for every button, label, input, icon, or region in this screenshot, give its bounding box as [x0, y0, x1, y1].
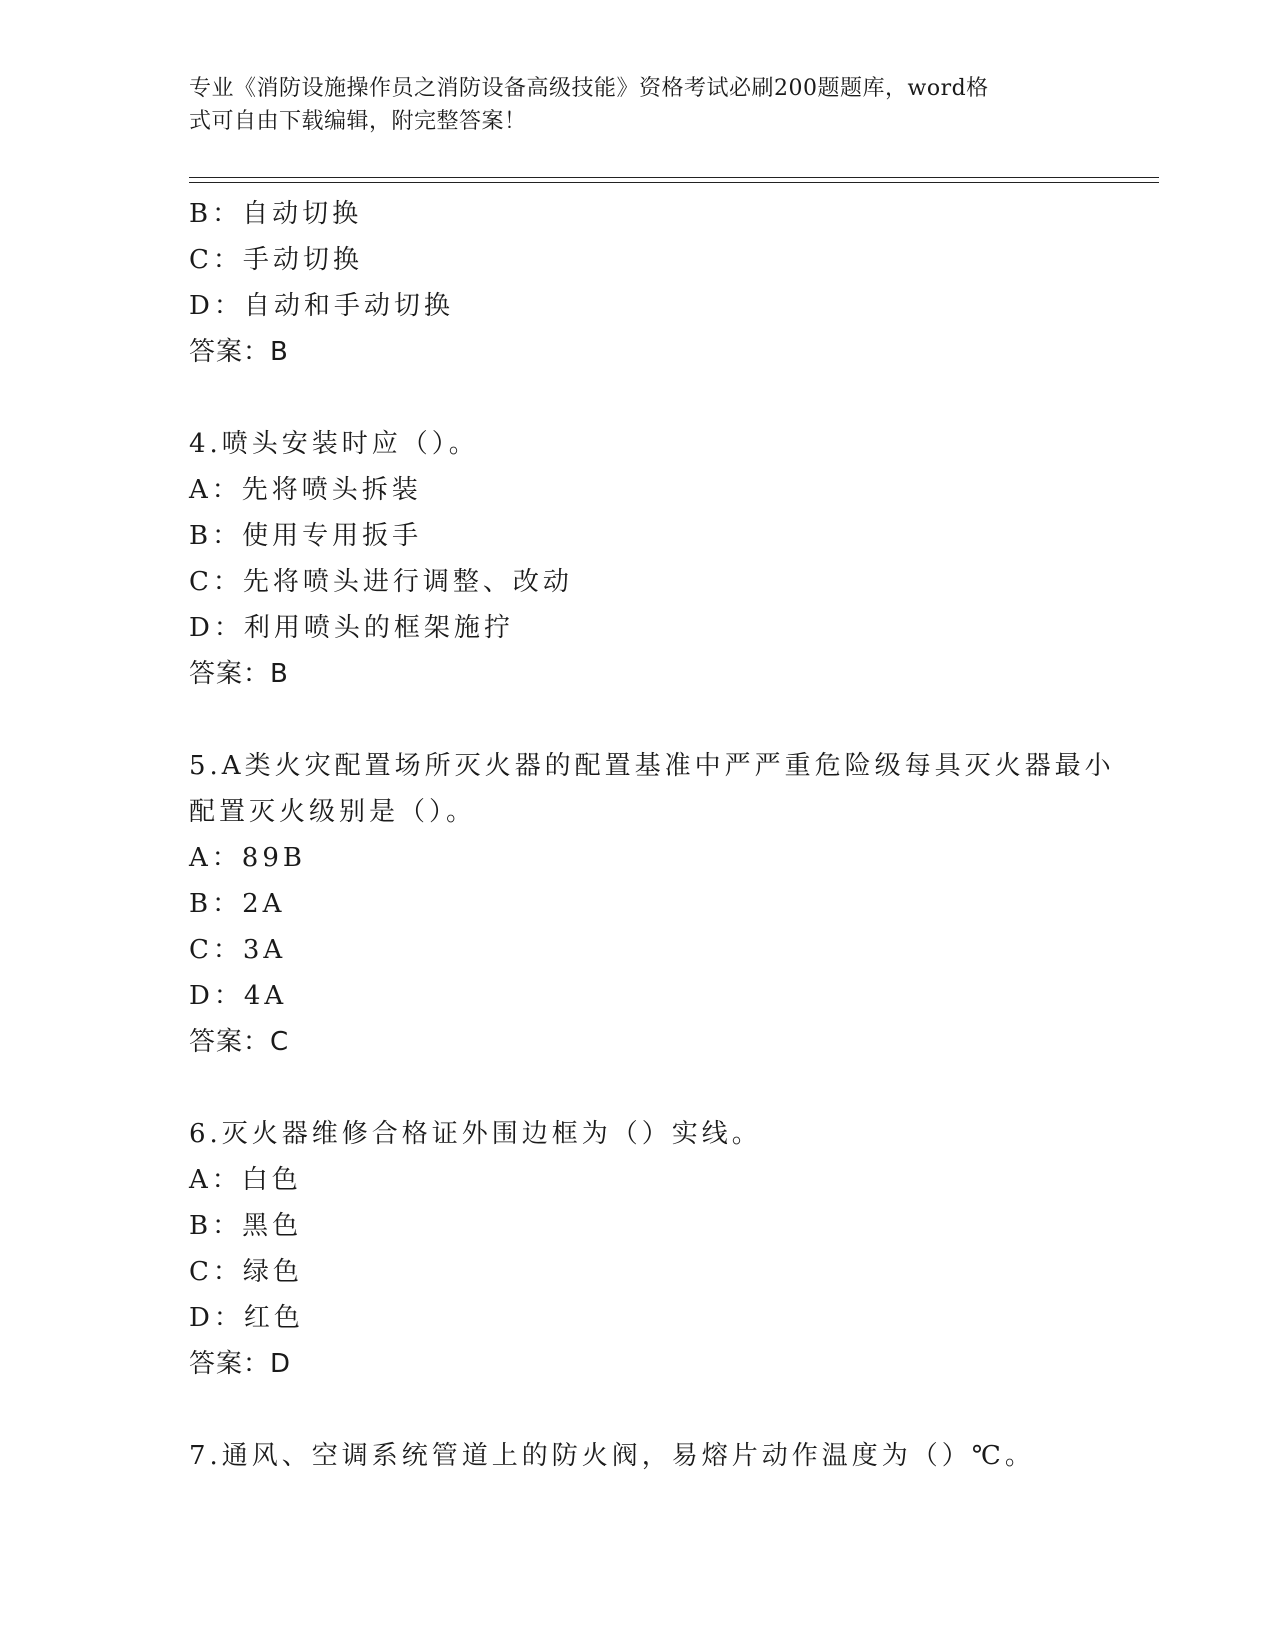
option-d: D：4A: [189, 981, 288, 1011]
question-text-line-1: 5.A类火灾配置场所灭火器的配置基准中严严重危险级每具灭火器最小: [189, 751, 1115, 781]
document-header: [189, 72, 1079, 138]
spacer: [189, 1387, 1089, 1433]
option-b: B：自动切换: [189, 199, 363, 229]
option-c: C：手动切换: [189, 245, 363, 275]
header-line-2: 式可自由下载编辑，附完整答案！: [189, 109, 527, 134]
option-b: B：黑色: [189, 1211, 303, 1241]
answer-line: 答案：B: [189, 659, 289, 689]
header-divider-top: [189, 177, 1159, 178]
question-4: [189, 421, 1089, 697]
option-a: A：先将喷头拆装: [189, 475, 422, 505]
question-list: [189, 191, 1115, 1479]
option-a: A：89B: [189, 843, 306, 873]
header-line-1: 专业《消防设施操作员之消防设备高级技能》资格考试必刷200题题库，word格: [189, 76, 989, 101]
option-b: B：使用专用扳手: [189, 521, 423, 551]
option-b: B：2A: [189, 889, 286, 919]
option-c: C：3A: [189, 935, 287, 965]
header-divider-bottom: [189, 182, 1159, 183]
question-text-line-2: 配置灭火级别是（）。: [189, 797, 477, 827]
option-c: C：先将喷头进行调整、改动: [189, 567, 573, 597]
question-5: [189, 743, 1115, 1065]
question-3: [189, 191, 1089, 375]
option-c: C：绿色: [189, 1257, 303, 1287]
answer-line: 答案：D: [189, 1349, 292, 1379]
option-d: D：自动和手动切换: [189, 291, 454, 321]
spacer: [189, 1065, 1089, 1111]
option-a: A：白色: [189, 1165, 302, 1195]
question-text: 6.灭火器维修合格证外围边框为（）实线。: [189, 1119, 762, 1149]
spacer: [189, 375, 1089, 421]
question-6: [189, 1111, 1089, 1387]
question-text: 4.喷头安装时应（）。: [189, 429, 479, 459]
answer-line: 答案：B: [189, 337, 289, 367]
question-text: 7.通风、空调系统管道上的防火阀，易熔片动作温度为（）℃。: [189, 1441, 1035, 1471]
question-7: [189, 1433, 1089, 1479]
option-d: D：利用喷头的框架施拧: [189, 613, 514, 643]
answer-line: 答案：C: [189, 1027, 290, 1057]
option-d: D：红色: [189, 1303, 304, 1333]
spacer: [189, 697, 1089, 743]
